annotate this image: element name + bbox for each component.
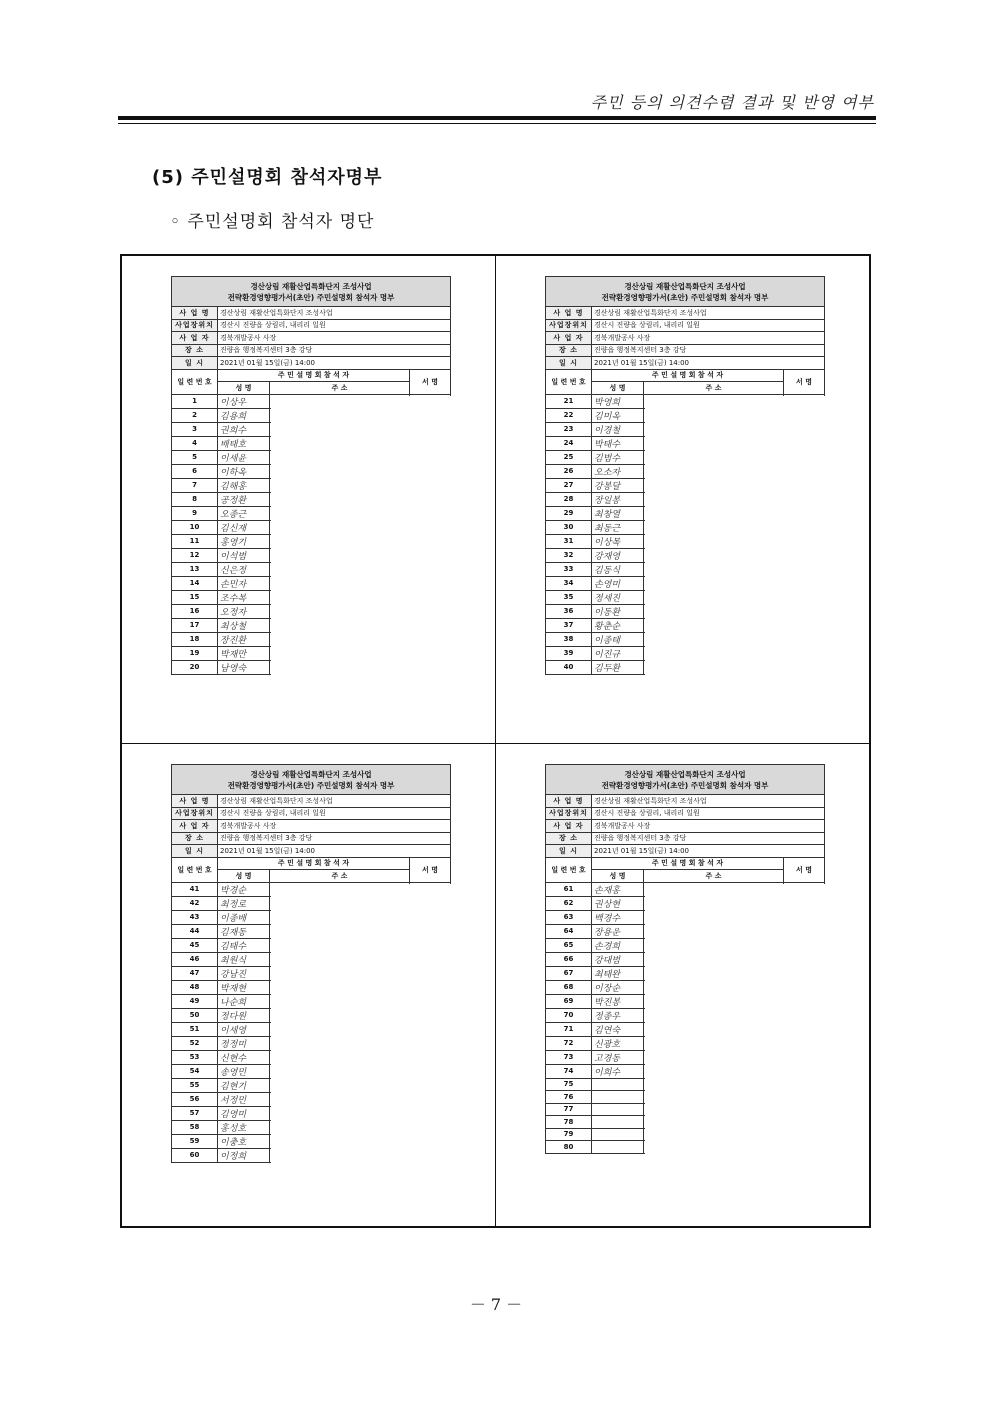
attendee-name: 김용희 <box>218 408 270 422</box>
attendee-number: 80 <box>546 1141 592 1154</box>
attendee-name <box>592 1128 644 1141</box>
attendee-number: 47 <box>172 966 218 980</box>
info-label: 사업장위치 <box>546 807 592 820</box>
info-value: 경산상림 재활산업특화단지 조성사업 <box>218 307 451 320</box>
attendee-number: 59 <box>172 1134 218 1148</box>
attendee-name: 박태수 <box>592 436 644 450</box>
attendee-number: 19 <box>172 646 218 660</box>
col-address-header: 주 소 <box>270 382 410 395</box>
attendee-name: 조수복 <box>218 590 270 604</box>
attendee-number: 18 <box>172 632 218 646</box>
col-group-header: 주 민 설 명 회 참 석 자 <box>592 857 784 870</box>
attendee-name: 이세영 <box>218 1022 270 1036</box>
col-group-header: 주 민 설 명 회 참 석 자 <box>218 857 410 870</box>
attendee-number: 38 <box>546 632 592 646</box>
attendee-number: 70 <box>546 1008 592 1022</box>
info-value: 경산상림 재활산업특화단지 조성사업 <box>592 795 825 808</box>
attendee-number: 57 <box>172 1106 218 1120</box>
info-label: 사 업 자 <box>546 332 592 345</box>
attendee-number: 16 <box>172 604 218 618</box>
info-value: 경산시 진량읍 상림리, 내리리 일원 <box>592 807 825 820</box>
attendee-number: 63 <box>546 910 592 924</box>
info-label: 일 시 <box>546 845 592 858</box>
attendee-number: 7 <box>172 478 218 492</box>
attendee-name: 권상현 <box>592 896 644 910</box>
attendee-name: 강대범 <box>592 952 644 966</box>
sheet-title <box>172 765 451 795</box>
col-signature-header: 서 명 <box>410 857 451 882</box>
attendee-name: 박재만 <box>218 646 270 660</box>
attendee-name <box>592 1103 644 1116</box>
attendee-number: 74 <box>546 1064 592 1078</box>
info-label: 장 소 <box>172 344 218 357</box>
attendee-name: 이정희 <box>218 1148 270 1162</box>
attendance-sheet <box>545 276 824 675</box>
sheet-title-line2: 전략환경영향평가서(초안) 주민설명회 참석자 명부 <box>601 780 769 790</box>
info-label: 사 업 자 <box>546 820 592 833</box>
attendee-number: 75 <box>546 1078 592 1091</box>
attendee-number: 71 <box>546 1022 592 1036</box>
info-value: 경북개발공사 사장 <box>218 332 451 345</box>
attendee-number: 45 <box>172 938 218 952</box>
attendee-name: 손재홍 <box>592 882 644 896</box>
info-value: 경북개발공사 사장 <box>592 820 825 833</box>
attendee-name: 김현기 <box>218 1078 270 1092</box>
sheet-title-line1: 경산상림 재활산업특화단지 조성사업 <box>624 769 746 779</box>
attendee-name <box>592 1116 644 1129</box>
attendee-number: 10 <box>172 520 218 534</box>
attendee-number: 76 <box>546 1091 592 1104</box>
attendee-name: 남영숙 <box>218 660 270 674</box>
frame-vertical-divider <box>495 254 496 1228</box>
attendee-name: 김연숙 <box>592 1022 644 1036</box>
col-serial-header: 일 련 번 호 <box>546 857 592 882</box>
attendee-name: 손경희 <box>592 938 644 952</box>
attendee-name: 김재동 <box>218 924 270 938</box>
info-label: 사 업 명 <box>172 795 218 808</box>
col-name-header: 성 명 <box>218 870 270 883</box>
attendee-number: 72 <box>546 1036 592 1050</box>
info-value: 진량읍 행정복지센터 3층 강당 <box>218 832 451 845</box>
col-address-header: 주 소 <box>644 382 784 395</box>
attendee-name: 신광호 <box>592 1036 644 1050</box>
info-label: 사 업 자 <box>172 332 218 345</box>
attendee-name: 박경순 <box>218 882 270 896</box>
attendee-number: 56 <box>172 1092 218 1106</box>
attendee-name: 장용운 <box>592 924 644 938</box>
info-label: 일 시 <box>172 845 218 858</box>
redaction-mask <box>271 884 452 1167</box>
attendee-number: 1 <box>172 394 218 408</box>
attendee-name: 이석범 <box>218 548 270 562</box>
sheet-title-line2: 전략환경영향평가서(초안) 주민설명회 참석자 명부 <box>601 292 769 302</box>
info-value: 경산상림 재활산업특화단지 조성사업 <box>218 795 451 808</box>
attendee-name: 김태수 <box>218 938 270 952</box>
attendee-name: 최창열 <box>592 506 644 520</box>
attendee-name: 신현수 <box>218 1050 270 1064</box>
attendee-name: 오소자 <box>592 464 644 478</box>
attendee-number: 24 <box>546 436 592 450</box>
attendee-number: 64 <box>546 924 592 938</box>
attendee-name: 김신재 <box>218 520 270 534</box>
attendee-number: 37 <box>546 618 592 632</box>
attendee-number: 77 <box>546 1103 592 1116</box>
attendee-number: 6 <box>172 464 218 478</box>
attendee-name: 김두환 <box>592 660 644 674</box>
redaction-mask <box>271 396 452 679</box>
attendee-number: 25 <box>546 450 592 464</box>
attendee-name: 이동환 <box>592 604 644 618</box>
attendee-name: 최정로 <box>218 896 270 910</box>
sheet-title-line2: 전략환경영향평가서(초안) 주민설명회 참석자 명부 <box>227 780 395 790</box>
info-label: 장 소 <box>172 832 218 845</box>
attendee-name: 배태호 <box>218 436 270 450</box>
attendee-name: 정세진 <box>592 590 644 604</box>
attendee-number: 30 <box>546 520 592 534</box>
attendee-number: 2 <box>172 408 218 422</box>
info-label: 사 업 자 <box>172 820 218 833</box>
info-value: 진량읍 행정복지센터 3층 강당 <box>592 832 825 845</box>
attendee-number: 61 <box>546 882 592 896</box>
attendee-name: 홍성호 <box>218 1120 270 1134</box>
attendee-name: 김영미 <box>218 1106 270 1120</box>
attendee-name: 최동근 <box>592 520 644 534</box>
attendee-number: 55 <box>172 1078 218 1092</box>
attendee-name: 오종근 <box>218 506 270 520</box>
sheet-title-line2: 전략환경영향평가서(초안) 주민설명회 참석자 명부 <box>227 292 395 302</box>
attendee-name: 이충호 <box>218 1134 270 1148</box>
col-signature-header: 서 명 <box>784 369 825 394</box>
frame-horizontal-divider <box>120 743 871 744</box>
attendee-number: 4 <box>172 436 218 450</box>
attendee-number: 12 <box>172 548 218 562</box>
attendee-number: 23 <box>546 422 592 436</box>
sheet-title <box>546 277 825 307</box>
attendee-name: 최상철 <box>218 618 270 632</box>
info-label: 장 소 <box>546 344 592 357</box>
info-value: 경산시 진량읍 상림리, 내리리 일원 <box>218 319 451 332</box>
attendee-name: 장진환 <box>218 632 270 646</box>
attendance-sheet <box>545 764 824 1154</box>
attendee-number: 54 <box>172 1064 218 1078</box>
attendee-name: 이상목 <box>592 534 644 548</box>
attendee-number: 31 <box>546 534 592 548</box>
attendee-number: 51 <box>172 1022 218 1036</box>
attendee-name: 신은정 <box>218 562 270 576</box>
attendee-number: 29 <box>546 506 592 520</box>
attendee-number: 60 <box>172 1148 218 1162</box>
attendee-name: 이상우 <box>218 394 270 408</box>
attendee-number: 27 <box>546 478 592 492</box>
attendee-number: 3 <box>172 422 218 436</box>
attendee-name <box>592 1078 644 1091</box>
col-name-header: 성 명 <box>592 870 644 883</box>
attendee-name: 백경수 <box>592 910 644 924</box>
attendee-name: 홍영기 <box>218 534 270 548</box>
attendee-number: 26 <box>546 464 592 478</box>
attendee-name: 강남진 <box>218 966 270 980</box>
info-value: 경산상림 재활산업특화단지 조성사업 <box>592 307 825 320</box>
attendee-number: 52 <box>172 1036 218 1050</box>
attendance-sheet <box>171 764 450 1163</box>
attendee-number: 33 <box>546 562 592 576</box>
attendee-name: 장일봉 <box>592 492 644 506</box>
attendee-name: 김해홍 <box>218 478 270 492</box>
attendee-number: 65 <box>546 938 592 952</box>
info-label: 사업장위치 <box>172 319 218 332</box>
attendee-number: 46 <box>172 952 218 966</box>
attendee-number: 58 <box>172 1120 218 1134</box>
info-label: 사업장위치 <box>172 807 218 820</box>
info-label: 일 시 <box>546 357 592 370</box>
header-rule-thin <box>118 123 876 124</box>
attendee-number: 22 <box>546 408 592 422</box>
attendee-name: 김미옥 <box>592 408 644 422</box>
attendee-name: 최태완 <box>592 966 644 980</box>
attendee-name <box>592 1141 644 1154</box>
attendee-number: 42 <box>172 896 218 910</box>
running-header: 주민 등의 의견수렴 결과 및 반영 여부 <box>590 93 874 112</box>
col-name-header: 성 명 <box>218 382 270 395</box>
attendee-number: 62 <box>546 896 592 910</box>
attendee-number: 68 <box>546 980 592 994</box>
col-address-header: 주 소 <box>644 870 784 883</box>
attendee-number: 78 <box>546 1116 592 1129</box>
attendee-number: 34 <box>546 576 592 590</box>
sheet-title <box>546 765 825 795</box>
sheet-title <box>172 277 451 307</box>
attendee-number: 9 <box>172 506 218 520</box>
attendee-name: 박진봉 <box>592 994 644 1008</box>
col-group-header: 주 민 설 명 회 참 석 자 <box>218 369 410 382</box>
attendee-number: 14 <box>172 576 218 590</box>
attendee-number: 32 <box>546 548 592 562</box>
info-label: 사 업 명 <box>546 795 592 808</box>
attendee-name: 이종태 <box>592 632 644 646</box>
col-signature-header: 서 명 <box>784 857 825 882</box>
info-value: 2021년 01월 15일(금) 14:00 <box>218 845 451 858</box>
attendee-name: 이희수 <box>592 1064 644 1078</box>
attendee-name <box>592 1091 644 1104</box>
info-label: 사 업 명 <box>546 307 592 320</box>
attendee-number: 49 <box>172 994 218 1008</box>
attendance-sheet <box>171 276 450 675</box>
attendee-name: 김범수 <box>592 450 644 464</box>
info-value: 2021년 01월 15일(금) 14:00 <box>592 357 825 370</box>
attendee-name: 정종우 <box>592 1008 644 1022</box>
attendee-name: 오정자 <box>218 604 270 618</box>
attendee-number: 17 <box>172 618 218 632</box>
attendee-name: 나순희 <box>218 994 270 1008</box>
attendee-name: 고경동 <box>592 1050 644 1064</box>
attendee-name: 강봉달 <box>592 478 644 492</box>
attendee-name: 정정미 <box>218 1036 270 1050</box>
attendee-name: 황춘순 <box>592 618 644 632</box>
attendee-number: 50 <box>172 1008 218 1022</box>
info-value: 경산시 진량읍 상림리, 내리리 일원 <box>218 807 451 820</box>
info-value: 진량읍 행정복지센터 3층 강당 <box>592 344 825 357</box>
attendee-number: 40 <box>546 660 592 674</box>
col-name-header: 성 명 <box>592 382 644 395</box>
attendee-number: 13 <box>172 562 218 576</box>
attendee-number: 48 <box>172 980 218 994</box>
attendee-number: 36 <box>546 604 592 618</box>
attendee-number: 79 <box>546 1128 592 1141</box>
attendee-number: 21 <box>546 394 592 408</box>
attendee-name: 이종배 <box>218 910 270 924</box>
sheet-title-line1: 경산상림 재활산업특화단지 조성사업 <box>250 281 372 291</box>
attendee-number: 28 <box>546 492 592 506</box>
info-label: 장 소 <box>546 832 592 845</box>
col-serial-header: 일 련 번 호 <box>172 857 218 882</box>
sheet-title-line1: 경산상림 재활산업특화단지 조성사업 <box>624 281 746 291</box>
sheet-title-line1: 경산상림 재활산업특화단지 조성사업 <box>250 769 372 779</box>
attendee-name: 박재현 <box>218 980 270 994</box>
info-value: 경북개발공사 사장 <box>592 332 825 345</box>
info-label: 사업장위치 <box>546 319 592 332</box>
attendee-number: 5 <box>172 450 218 464</box>
col-serial-header: 일 련 번 호 <box>546 369 592 394</box>
section-title: (5) 주민설명회 참석자명부 <box>152 167 383 188</box>
attendee-name: 최원식 <box>218 952 270 966</box>
page-number: － 7 － <box>469 1295 523 1314</box>
attendee-name: 김동식 <box>592 562 644 576</box>
info-value: 경산시 진량읍 상림리, 내리리 일원 <box>592 319 825 332</box>
redaction-mask <box>645 396 826 679</box>
col-serial-header: 일 련 번 호 <box>172 369 218 394</box>
attendee-number: 69 <box>546 994 592 1008</box>
attendee-name: 이세윤 <box>218 450 270 464</box>
attendee-number: 8 <box>172 492 218 506</box>
attendee-name: 박영희 <box>592 394 644 408</box>
attendee-number: 44 <box>172 924 218 938</box>
attendee-name: 이하옥 <box>218 464 270 478</box>
header-rule-thick <box>118 116 876 120</box>
attendee-number: 35 <box>546 590 592 604</box>
attendee-number: 53 <box>172 1050 218 1064</box>
attendee-name: 강재영 <box>592 548 644 562</box>
attendee-number: 41 <box>172 882 218 896</box>
attendee-number: 39 <box>546 646 592 660</box>
attendee-name: 서정민 <box>218 1092 270 1106</box>
attendee-name: 이장순 <box>592 980 644 994</box>
info-value: 진량읍 행정복지센터 3층 강당 <box>218 344 451 357</box>
attendee-name: 이경철 <box>592 422 644 436</box>
redaction-mask <box>645 884 826 1158</box>
attendee-number: 43 <box>172 910 218 924</box>
bullet-line: ◦ 주민설명회 참석자 명단 <box>170 212 375 232</box>
attendee-number: 67 <box>546 966 592 980</box>
attendee-name: 공정환 <box>218 492 270 506</box>
attendee-number: 15 <box>172 590 218 604</box>
info-value: 2021년 01월 15일(금) 14:00 <box>218 357 451 370</box>
attendee-name: 이진규 <box>592 646 644 660</box>
col-group-header: 주 민 설 명 회 참 석 자 <box>592 369 784 382</box>
info-value: 경북개발공사 사장 <box>218 820 451 833</box>
attendee-name: 손민자 <box>218 576 270 590</box>
attendee-number: 20 <box>172 660 218 674</box>
attendee-name: 송영민 <box>218 1064 270 1078</box>
attendee-name: 손영미 <box>592 576 644 590</box>
col-signature-header: 서 명 <box>410 369 451 394</box>
attendee-name: 권희수 <box>218 422 270 436</box>
info-value: 2021년 01월 15일(금) 14:00 <box>592 845 825 858</box>
attendee-number: 66 <box>546 952 592 966</box>
attendee-name: 정다원 <box>218 1008 270 1022</box>
col-address-header: 주 소 <box>270 870 410 883</box>
attendee-number: 73 <box>546 1050 592 1064</box>
attendee-number: 11 <box>172 534 218 548</box>
info-label: 사 업 명 <box>172 307 218 320</box>
info-label: 일 시 <box>172 357 218 370</box>
